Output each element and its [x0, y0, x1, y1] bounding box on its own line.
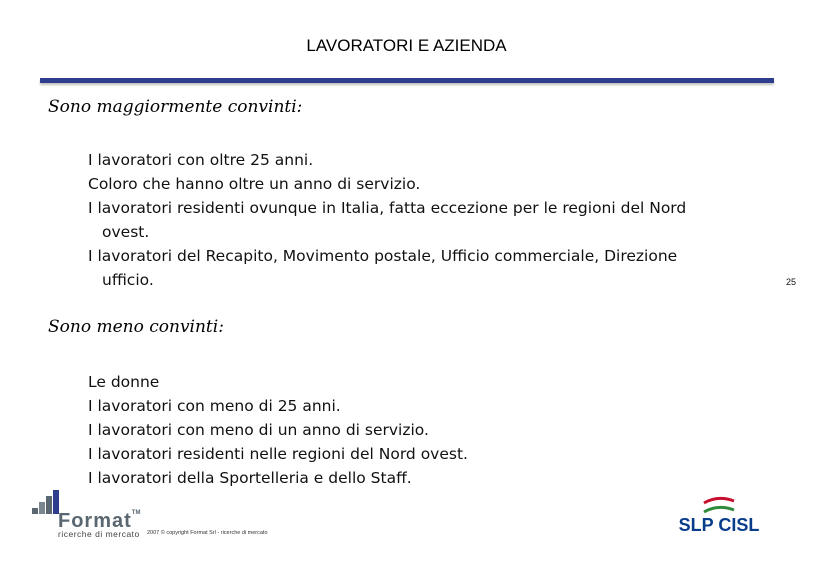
format-logo-subtitle: ricerche di mercato [58, 529, 140, 539]
list-item-text-continued: ufficio. [102, 271, 154, 289]
section-heading-less-convinced: Sono meno convinti: [48, 317, 224, 337]
list-item [88, 244, 778, 292]
list-item-text: I lavoratori con oltre 25 anni. [88, 151, 314, 169]
list-item: I lavoratori con meno di un anno di servizio. [88, 421, 429, 439]
list-item: I lavoratori con meno di 25 anni. [88, 397, 341, 415]
list-item: I lavoratori residenti nelle regioni del Nord ovest. [88, 445, 468, 463]
slp-flag-icon [668, 495, 770, 517]
slp-logo-text: SLP CISL [678, 515, 760, 535]
copyright-note: 2007 © copyright Format Srl - ricerche di mercato [147, 530, 268, 536]
format-logo-word: Format™ [58, 510, 141, 532]
format-logo-steps-icon [30, 488, 60, 516]
section-heading-more-convinced: Sono maggiormente convinti: [48, 97, 303, 117]
list-item [88, 148, 778, 172]
slide-title: LAVORATORI E AZIENDA [306, 36, 507, 55]
list-item: Le donne [88, 373, 160, 391]
format-logo [30, 488, 160, 540]
slp-cisl-logo [668, 495, 770, 541]
list-more-convinced [88, 148, 778, 292]
list-less-convinced [88, 370, 778, 490]
page-number: 25 [786, 277, 797, 287]
list-item-text: Coloro che hanno oltre un anno di servizio. [88, 175, 421, 193]
list-item-text: I lavoratori del Recapito, Movimento postale, Ufficio commerciale, Direzione [88, 247, 678, 265]
list-item-text: I lavoratori residenti ovunque in Italia, fatta eccezione per le regioni del Nord [88, 199, 687, 217]
list-item [88, 196, 778, 244]
list-item [88, 172, 778, 196]
title-divider [40, 78, 774, 83]
list-item: I lavoratori della Sportelleria e dello Staff. [88, 469, 412, 487]
list-item-text-continued: ovest. [102, 223, 150, 241]
